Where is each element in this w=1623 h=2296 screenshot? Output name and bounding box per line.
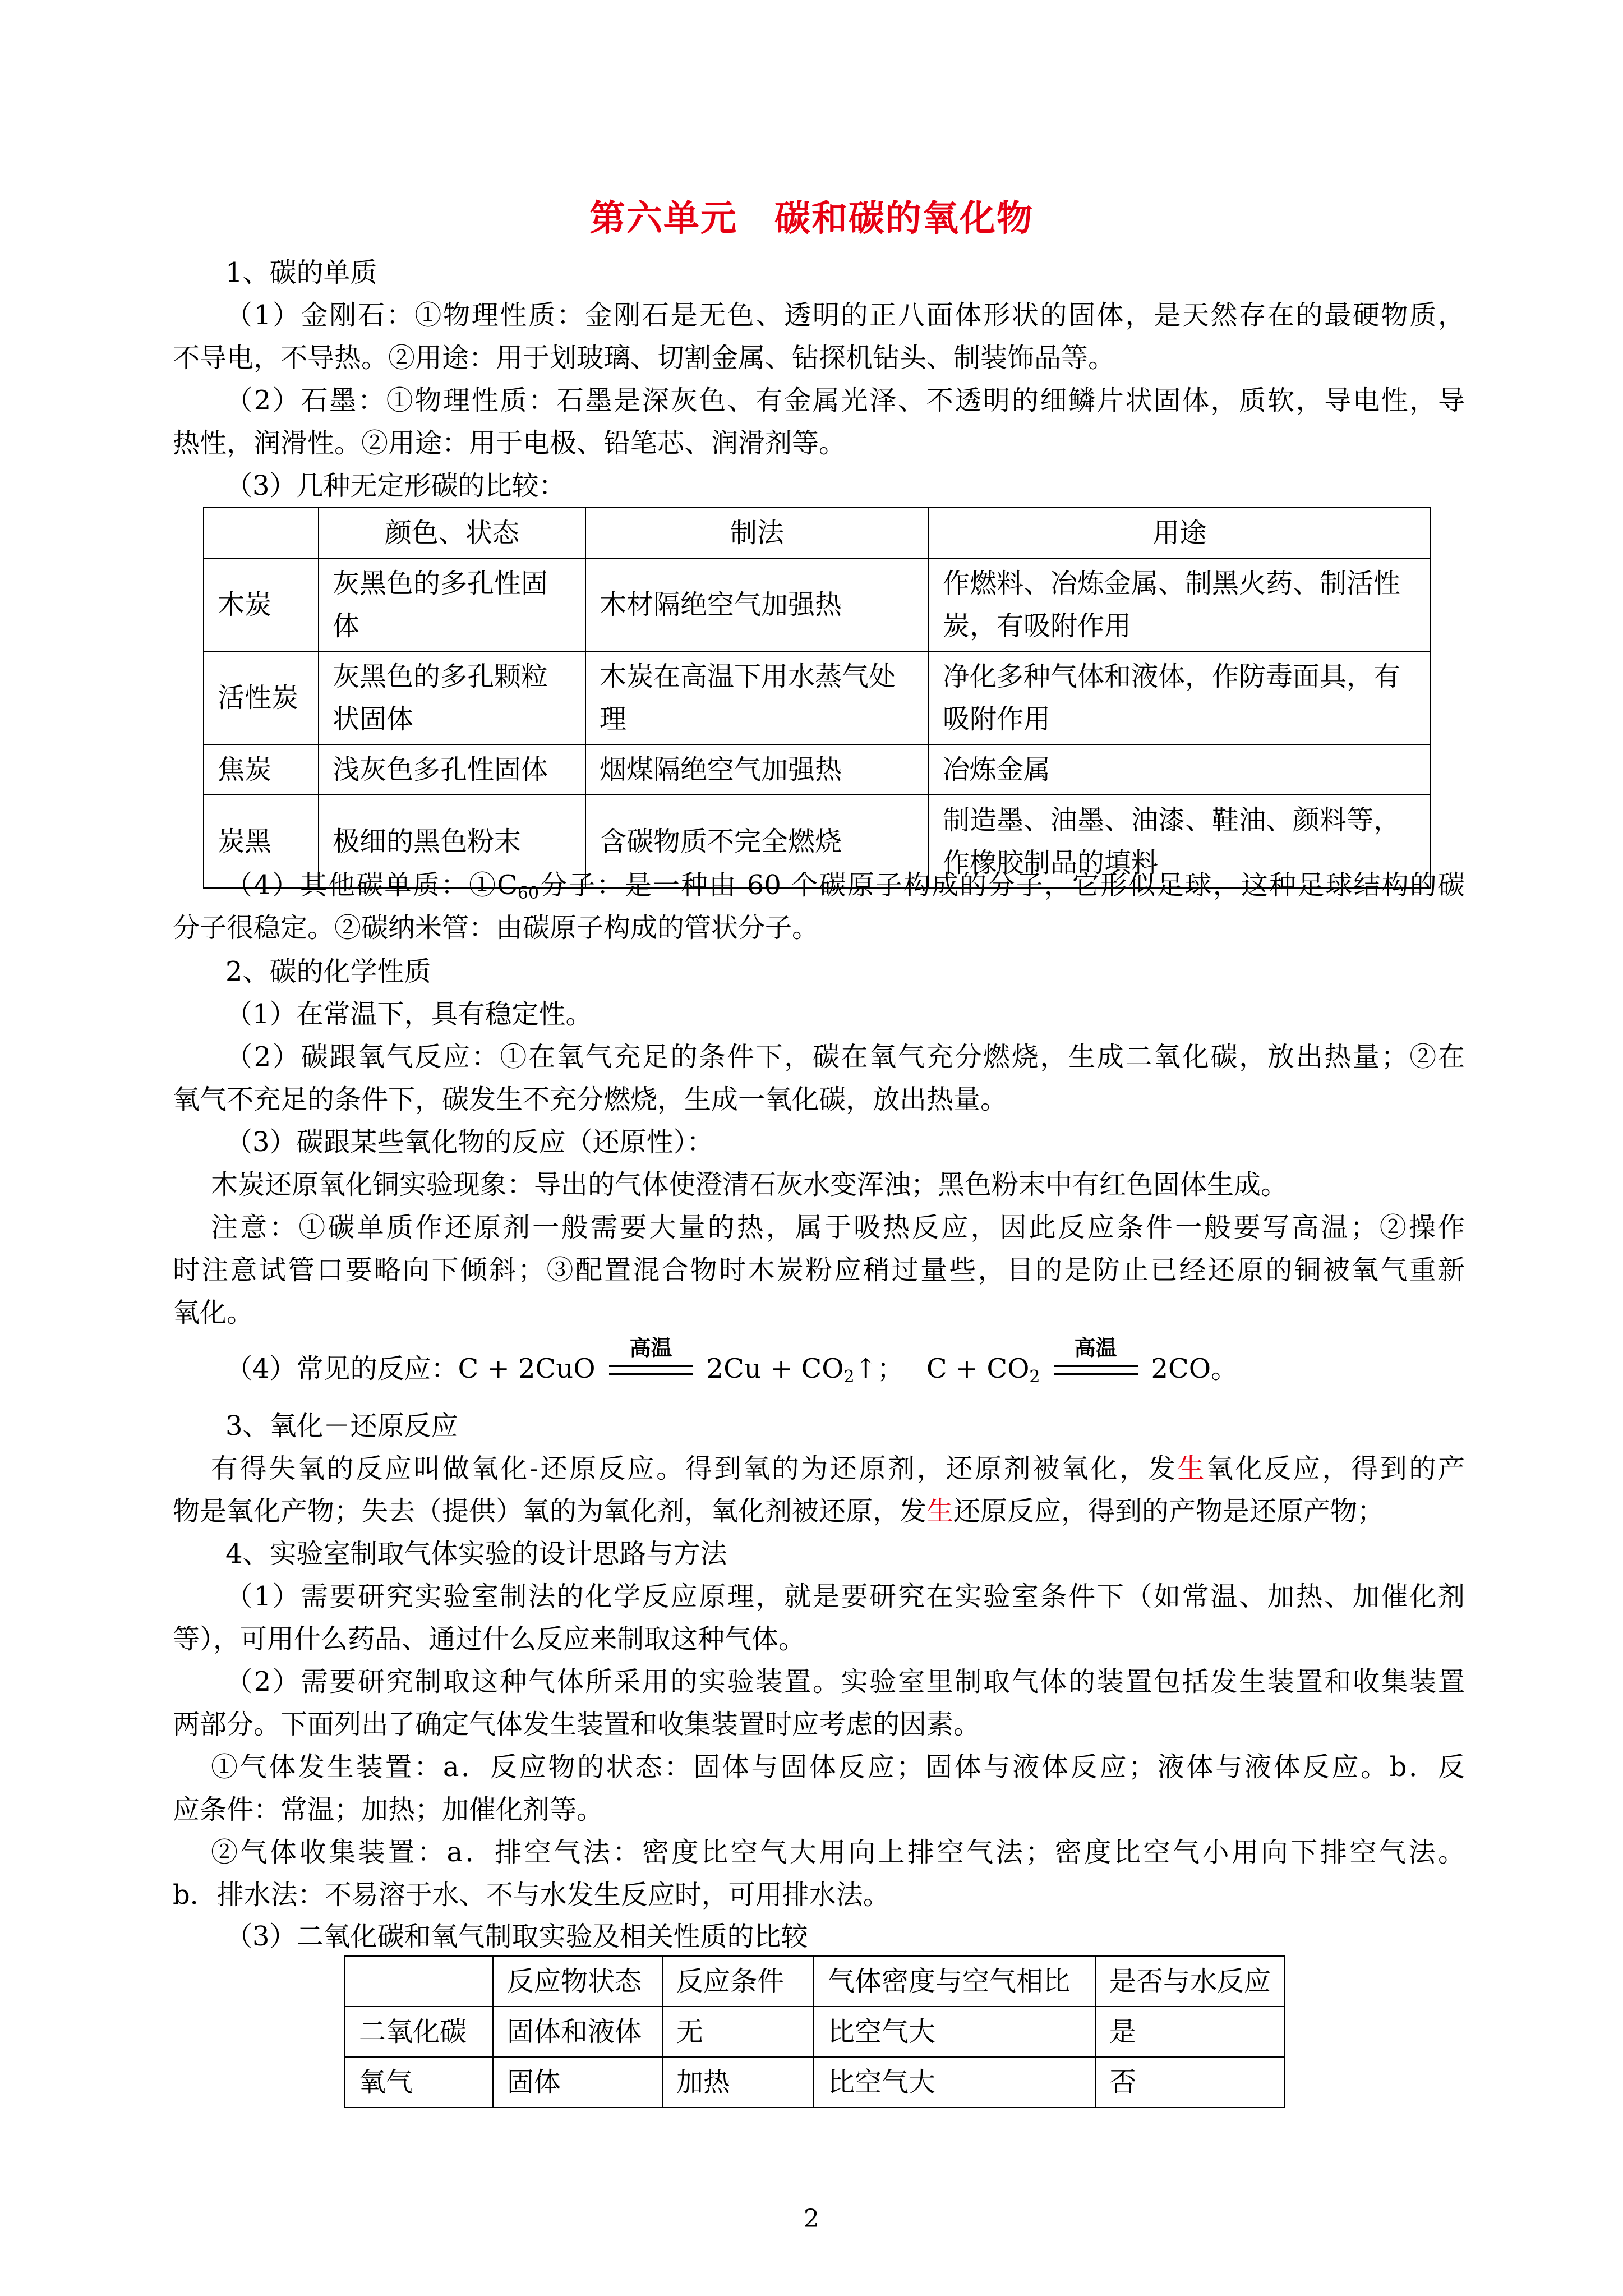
table-cell: 净化多种气体和液体，作防毒面具，有吸附作用 bbox=[929, 651, 1431, 744]
paragraph-line: 注意：①碳单质作还原剂一般需要大量的热，属于吸热反应，因此反应条件一般要写高温；②操作 bbox=[211, 1212, 1465, 1243]
text-run: 氧化反应，得到的产 bbox=[1206, 1453, 1465, 1484]
paragraph-line: 氧化。 bbox=[173, 1297, 254, 1328]
table-header-cell: 反应物状态 bbox=[493, 1956, 662, 2007]
highlighted-text: 生 bbox=[1177, 1453, 1206, 1484]
page-title: 第六单元 碳和碳的氧化物 bbox=[589, 198, 1034, 240]
highlighted-text: 生 bbox=[926, 1496, 954, 1527]
paragraph-line: （2）石墨：①物理性质：石墨是深灰色、有金属光泽、不透明的细鳞片状固体，质软，导电性，导 bbox=[225, 385, 1465, 416]
text-run: 物是氧化产物；失去（提供）氧的为氧化剂，氧化剂被还原，发 bbox=[173, 1496, 927, 1527]
paragraph-line: （2）碳跟氧气反应：①在氧气充足的条件下，碳在氧气充分燃烧，生成二氧化碳，放出热量；②在 bbox=[225, 1041, 1465, 1073]
equals-bar bbox=[609, 1365, 693, 1367]
table-cell: 活性炭 bbox=[204, 651, 319, 744]
table-cell: 制造墨、油墨、油漆、鞋油、颜料等，作橡胶制品的填料 bbox=[929, 795, 1431, 888]
table-row bbox=[204, 558, 1431, 651]
table-header-cell: 颜色、状态 bbox=[319, 508, 585, 558]
reaction-arrow bbox=[1054, 1335, 1138, 1385]
section-heading: 2、碳的化学性质 bbox=[225, 956, 431, 987]
paragraph-line: ①气体发生装置：a．反应物的状态：固体与固体反应；固体与液体反应；液体与液体反应。b．反 bbox=[211, 1751, 1465, 1783]
table-header-cell: 制法 bbox=[585, 508, 929, 558]
paragraph-line: 不导电，不导热。②用途：用于划玻璃、切割金属、钻探机钻头、制装饰品等。 bbox=[173, 342, 1115, 374]
table-header-row bbox=[345, 1956, 1285, 2007]
equals-bar bbox=[609, 1373, 693, 1375]
equals-bar bbox=[1054, 1365, 1138, 1367]
table-cell: 木炭在高温下用水蒸气处理 bbox=[585, 651, 929, 744]
section-heading: 4、实验室制取气体实验的设计思路与方法 bbox=[225, 1538, 727, 1570]
equation-products: 2CO。 bbox=[1151, 1353, 1238, 1384]
equals-bar bbox=[1054, 1373, 1138, 1375]
table-cell: 二氧化碳 bbox=[345, 2007, 493, 2057]
paragraph-line: 分子很稳定。②碳纳米管：由碳原子构成的管状分子。 bbox=[173, 912, 819, 944]
table-cell: 加热 bbox=[662, 2057, 814, 2108]
reaction-condition: 高温 bbox=[629, 1335, 672, 1360]
paragraph-line: （1）需要研究实验室制法的化学反应原理，就是要研究在实验室条件下（如常温、加热、加催化剂 bbox=[225, 1581, 1465, 1612]
table-cell: 极细的黑色粉末 bbox=[319, 795, 585, 888]
paragraph-line: 热性，润滑性。②用途：用于电极、铅笔芯、润滑剂等。 bbox=[173, 427, 846, 459]
paragraph-line bbox=[211, 1451, 1465, 1487]
table-row bbox=[345, 2057, 1285, 2108]
table-cell: 炭黑 bbox=[204, 795, 319, 888]
paragraph-line: ②气体收集装置：a．排空气法：密度比空气大用向上排空气法；密度比空气小用向下排空气法。 bbox=[211, 1837, 1465, 1868]
text-run: 还原反应，得到的产物是还原产物； bbox=[953, 1496, 1385, 1527]
table-cell: 比空气大 bbox=[814, 2057, 1095, 2108]
table-cell: 冶炼金属 bbox=[929, 744, 1431, 795]
equation-reactants: C + 2CuO bbox=[458, 1353, 596, 1384]
paragraph-line: 时注意试管口要略向下倾斜；③配置混合物时木炭粉应稍过量些，目的是防止已经还原的铜被氧气重新 bbox=[173, 1254, 1465, 1286]
paragraph-line: （2）需要研究制取这种气体所采用的实验装置。实验室里制取气体的装置包括发生装置和收集装置 bbox=[225, 1666, 1465, 1697]
table-cell: 比空气大 bbox=[814, 2007, 1095, 2057]
table-cell: 氧气 bbox=[345, 2057, 493, 2108]
table-header-cell: 反应条件 bbox=[662, 1956, 814, 2007]
table-row bbox=[204, 744, 1431, 795]
table-cell: 灰黑色的多孔性固体 bbox=[319, 558, 585, 651]
paragraph-line: 木炭还原氧化铜实验现象：导出的气体使澄清石灰水变浑浊；黑色粉末中有红色固体生成。 bbox=[211, 1169, 1288, 1200]
text-run: 有得失氧的反应叫做氧化-还原反应。得到氧的为还原剂，还原剂被氧化，发 bbox=[211, 1453, 1178, 1484]
table-cell: 固体 bbox=[493, 2057, 662, 2108]
table-header-cell: 气体密度与空气相比 bbox=[814, 1956, 1095, 2007]
section-heading: 3、氧化－还原反应 bbox=[225, 1410, 458, 1442]
text-run: 分子：是一种由 60 个碳原子构成的分子，它形似足球，这种足球结构的碳 bbox=[539, 869, 1465, 901]
table-cell: 固体和液体 bbox=[493, 2007, 662, 2057]
table-cell: 灰黑色的多孔颗粒状固体 bbox=[319, 651, 585, 744]
paragraph-line: 氧气不充足的条件下，碳发生不充分燃烧，生成一氧化碳，放出热量。 bbox=[173, 1084, 1008, 1115]
table-cell: 木炭 bbox=[204, 558, 319, 651]
subscript: 2 bbox=[843, 1367, 855, 1387]
table-header-cell bbox=[345, 1956, 493, 2007]
table-cell: 烟煤隔绝空气加强热 bbox=[585, 744, 929, 795]
reaction-condition: 高温 bbox=[1074, 1335, 1117, 1360]
table-cell: 浅灰色多孔性固体 bbox=[319, 744, 585, 795]
gas-arrow-icon: ↑； bbox=[854, 1353, 904, 1384]
paragraph-line: （3）碳跟某些氧化物的反应（还原性）： bbox=[225, 1126, 714, 1158]
paragraph-line: 等），可用什么药品、通过什么反应来制取这种气体。 bbox=[173, 1623, 806, 1655]
equation-reactants: C + CO bbox=[926, 1353, 1030, 1384]
table-cell: 焦炭 bbox=[204, 744, 319, 795]
table-cell: 作燃料、冶炼金属、制黑火药、制活性炭，有吸附作用 bbox=[929, 558, 1431, 651]
paragraph-line: （1）在常温下，具有稳定性。 bbox=[225, 999, 593, 1030]
paragraph-line: （3）几种无定形碳的比较： bbox=[225, 470, 566, 501]
table-header-row bbox=[204, 508, 1431, 558]
table-header-cell: 用途 bbox=[929, 508, 1431, 558]
paragraph-line bbox=[225, 867, 1465, 903]
table-cell: 否 bbox=[1095, 2057, 1285, 2108]
reaction-equations bbox=[225, 1335, 1238, 1387]
table-header-cell: 是否与水反应 bbox=[1095, 1956, 1285, 2007]
equation-products: 2Cu + CO bbox=[706, 1353, 844, 1384]
page-number: 2 bbox=[804, 2205, 819, 2233]
text-run: （4）其他碳单质：①C bbox=[225, 869, 518, 901]
table-row bbox=[345, 2007, 1285, 2057]
equation-label: （4）常见的反应： bbox=[225, 1353, 458, 1384]
paragraph-line bbox=[173, 1493, 1384, 1529]
table-cell: 含碳物质不完全燃烧 bbox=[585, 795, 929, 888]
gas-comparison-table bbox=[344, 1955, 1285, 2108]
paragraph-line: （3）二氧化碳和氧气制取实验及相关性质的比较 bbox=[225, 1921, 808, 1952]
amorphous-carbon-table bbox=[203, 507, 1431, 889]
paragraph-line: b．排水法：不易溶于水、不与水发生反应时，可用排水法。 bbox=[173, 1879, 890, 1911]
table-cell: 无 bbox=[662, 2007, 814, 2057]
paragraph-line: （1）金刚石：①物理性质：金刚石是无色、透明的正八面体形状的固体，是天然存在的最硬物质， bbox=[225, 300, 1465, 331]
section-heading: 1、碳的单质 bbox=[225, 257, 377, 288]
table-row bbox=[204, 651, 1431, 744]
paragraph-line: 两部分。下面列出了确定气体发生装置和收集装置时应考虑的因素。 bbox=[173, 1709, 981, 1740]
table-cell: 木材隔绝空气加强热 bbox=[585, 558, 929, 651]
table-header-cell bbox=[204, 508, 319, 558]
reaction-arrow bbox=[609, 1335, 693, 1385]
subscript: 60 bbox=[517, 884, 540, 903]
table-cell: 是 bbox=[1095, 2007, 1285, 2057]
paragraph-line: 应条件：常温；加热；加催化剂等。 bbox=[173, 1794, 604, 1825]
subscript: 2 bbox=[1029, 1367, 1040, 1387]
